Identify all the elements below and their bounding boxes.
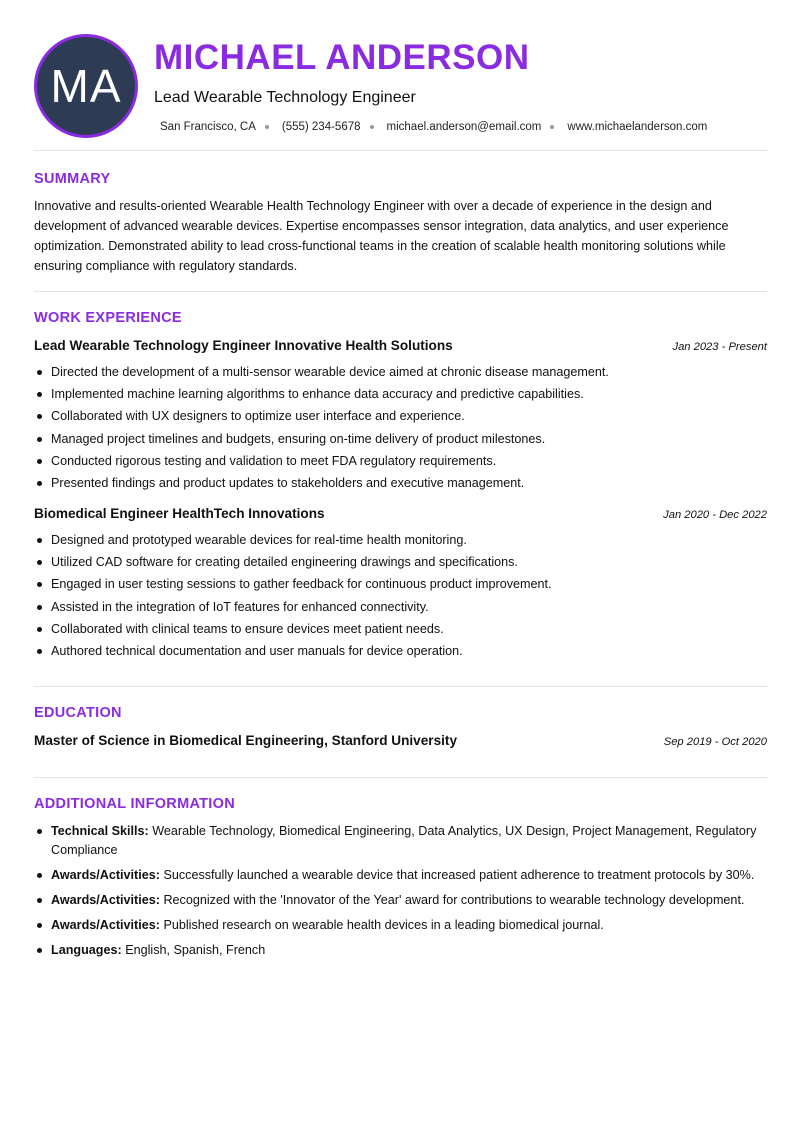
avatar-initials: MA [50, 60, 122, 112]
list-item: Managed project timelines and budgets, ensuring on-time delivery of product milestones. [51, 430, 767, 452]
item-label: Languages: [51, 943, 122, 957]
item-text: Wearable Technology, Biomedical Engineering, Data Analytics, UX Design, Project Management, Regulatory Compliance [51, 824, 757, 857]
section-divider [34, 150, 767, 151]
contact-line [160, 121, 707, 133]
section-divider [34, 777, 767, 778]
education-heading: EDUCATION [34, 705, 122, 721]
candidate-name: MICHAEL ANDERSON [154, 38, 530, 77]
experience-heading: WORK EXPERIENCE [34, 310, 182, 326]
list-item: Implemented machine learning algorithms to enhance data accuracy and predictive capabilities. [51, 385, 767, 407]
job-date: Jan 2020 - Dec 2022 [663, 509, 767, 521]
initials-avatar [34, 34, 138, 138]
separator-dot [265, 125, 269, 129]
list-item [51, 891, 767, 910]
job-header [34, 338, 767, 358]
item-text: Recognized with the 'Innovator of the Year' award for contributions to wearable technology development. [163, 893, 745, 907]
list-item: Presented findings and product updates to stakeholders and executive management. [51, 474, 767, 496]
section-divider [34, 686, 767, 687]
contact-email: michael.anderson@email.com [386, 121, 542, 133]
resume-header [0, 0, 800, 150]
job-role: Biomedical Engineer HealthTech Innovations [34, 506, 325, 521]
job-header [34, 506, 767, 526]
separator-dot [550, 125, 554, 129]
job-bullets [51, 531, 767, 664]
list-item [51, 822, 767, 860]
job-role: Lead Wearable Technology Engineer Innovative Health Solutions [34, 338, 453, 353]
candidate-title: Lead Wearable Technology Engineer [154, 89, 416, 106]
list-item [51, 866, 767, 885]
list-item: Utilized CAD software for creating detailed engineering drawings and specifications. [51, 553, 767, 575]
item-text: English, Spanish, French [125, 943, 266, 957]
list-item: Designed and prototyped wearable devices for real-time health monitoring. [51, 531, 767, 553]
additional-heading: ADDITIONAL INFORMATION [34, 796, 235, 812]
list-item [51, 916, 767, 935]
education-entry [34, 733, 767, 753]
additional-list [51, 822, 767, 966]
separator-dot [370, 125, 374, 129]
list-item: Directed the development of a multi-sensor wearable device aimed at chronic disease management. [51, 363, 767, 385]
contact-website: www.michaelanderson.com [567, 121, 708, 133]
job-date: Jan 2023 - Present [672, 341, 767, 353]
education-date: Sep 2019 - Oct 2020 [663, 736, 767, 748]
list-item: Collaborated with clinical teams to ensure devices meet patient needs. [51, 620, 767, 642]
degree-title: Master of Science in Biomedical Engineering, Stanford University [34, 733, 458, 748]
item-label: Awards/Activities: [51, 868, 160, 882]
summary-heading: SUMMARY [34, 171, 111, 187]
item-label: Awards/Activities: [51, 918, 160, 932]
job-bullets [51, 363, 767, 496]
list-item: Engaged in user testing sessions to gather feedback for continuous product improvement. [51, 575, 767, 597]
item-text: Published research on wearable health devices in a leading biomedical journal. [163, 918, 604, 932]
summary-text: Innovative and results-oriented Wearable Health Technology Engineer with over a decade of experience in the design and development of advanced wearable devices. Expertise encompasses sensor integration, data analytics, and user experience optimization. Demonstrated ability to lead cross-functional teams in the creation of scalable health monitoring solutions while ensuring compliance with regulatory standards. [34, 199, 729, 273]
contact-phone: (555) 234-5678 [281, 121, 361, 133]
list-item: Conducted rigorous testing and validation to meet FDA regulatory requirements. [51, 452, 767, 474]
item-text: Successfully launched a wearable device that increased patient adherence to treatment protocols by 30%. [163, 868, 755, 882]
contact-location: San Francisco, CA [160, 121, 256, 133]
section-divider [34, 291, 767, 292]
item-label: Technical Skills: [51, 824, 149, 838]
list-item [51, 941, 767, 960]
list-item: Authored technical documentation and user manuals for device operation. [51, 642, 767, 664]
list-item: Collaborated with UX designers to optimize user interface and experience. [51, 407, 767, 429]
item-label: Awards/Activities: [51, 893, 160, 907]
list-item: Assisted in the integration of IoT features for enhanced connectivity. [51, 598, 767, 620]
